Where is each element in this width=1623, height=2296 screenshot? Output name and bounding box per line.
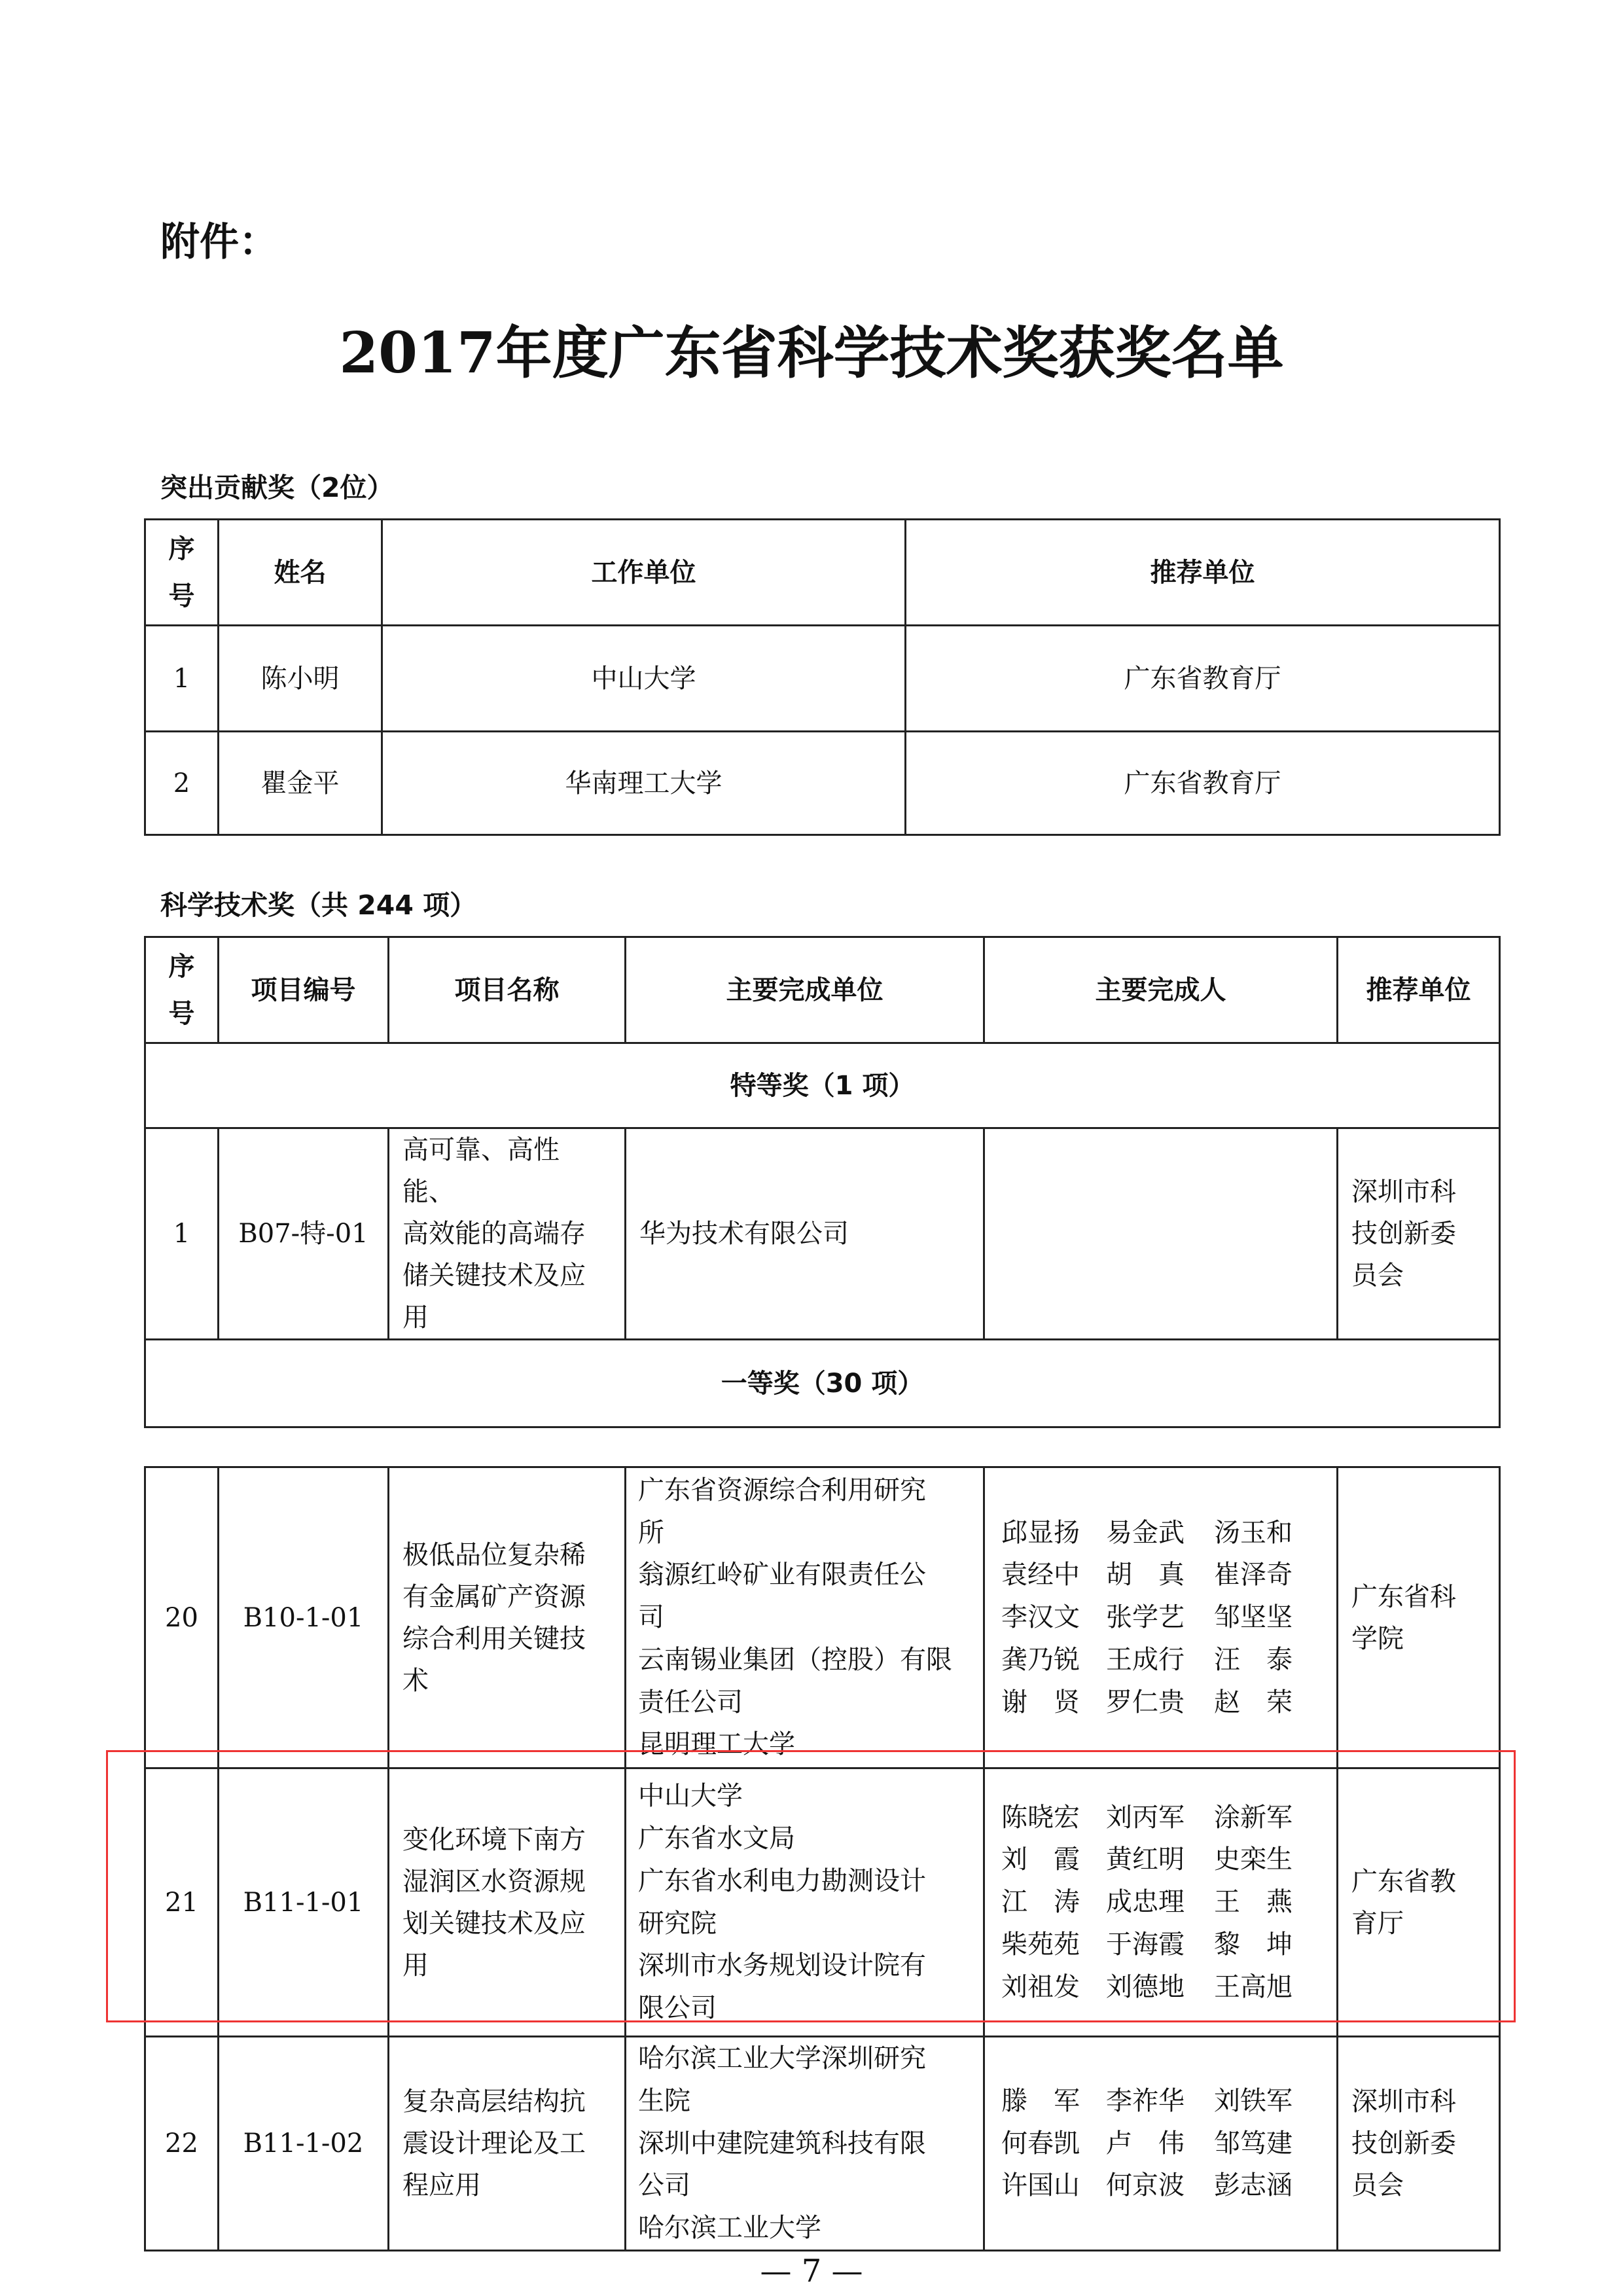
table-header-row <box>145 937 1500 1043</box>
person: 赵 荣 <box>1214 1687 1293 1717</box>
row-units: 中山大学 广东省水文局 广东省水利电力勘测设计 研究院 深圳市水务规划设计院有 限公司 <box>626 1768 984 2037</box>
col-header-project: 项目名称 <box>389 937 626 1043</box>
highlight-box-row-21 <box>106 1750 1516 2022</box>
row-project: 高可靠、高性能、 高效能的高端存 储关键技术及应 用 <box>389 1128 626 1340</box>
person: 成忠理 <box>1106 1887 1185 1918</box>
person: 罗仁贵 <box>1106 1687 1185 1717</box>
col-header-code: 项目编号 <box>219 937 389 1043</box>
row-people <box>984 2037 1338 2251</box>
table-row <box>145 732 1500 835</box>
col-header-unit: 工作单位 <box>382 520 906 626</box>
col-header-units: 主要完成单位 <box>626 937 984 1043</box>
person: 江 涛 <box>1001 1887 1080 1918</box>
row-unit: 华南理工大学 <box>382 732 906 835</box>
person: 王成行 <box>1106 1644 1185 1675</box>
row-project: 复杂高层结构抗 震设计理论及工 程应用 <box>389 2037 626 2251</box>
row-people <box>984 1128 1338 1340</box>
row-units: 哈尔滨工业大学深圳研究 生院 深圳中建院建筑科技有限 公司 哈尔滨工业大学 <box>626 2037 984 2251</box>
person: 谢 贤 <box>1001 1687 1080 1717</box>
row-no: 21 <box>145 1768 219 2037</box>
person: 滕 军 <box>1001 2085 1080 2116</box>
person: 刘祖发 <box>1001 1971 1080 2002</box>
row-no: 1 <box>145 626 219 732</box>
person: 袁经中 <box>1001 1560 1080 1590</box>
table-header-row <box>145 520 1500 626</box>
person: 崔泽奇 <box>1214 1560 1293 1590</box>
person: 刘 霞 <box>1001 1844 1080 1875</box>
person: 汤玉和 <box>1214 1517 1293 1548</box>
person: 王 燕 <box>1214 1887 1293 1918</box>
row-units: 华为技术有限公司 <box>626 1128 984 1340</box>
table-row <box>145 1467 1500 1768</box>
contribution-table <box>144 518 1501 836</box>
person: 张学艺 <box>1106 1602 1185 1633</box>
band-row <box>145 1043 1500 1128</box>
page-number: — 7 — <box>760 2253 863 2289</box>
row-recommender: 广东省教育厅 <box>906 732 1500 835</box>
person: 刘丙军 <box>1106 1802 1185 1833</box>
person: 卢 伟 <box>1106 2128 1185 2159</box>
person: 汪 泰 <box>1214 1644 1293 1675</box>
person: 易金武 <box>1106 1517 1185 1548</box>
person: 邹笃建 <box>1214 2128 1293 2159</box>
band-first: 一等奖（30 项） <box>145 1340 1500 1427</box>
band-row <box>145 1340 1500 1427</box>
row-recommender: 广东省教育厅 <box>906 626 1500 732</box>
row-name: 陈小明 <box>219 626 382 732</box>
person: 胡 真 <box>1106 1560 1185 1590</box>
row-project: 极低品位复杂稀 有金属矿产资源 综合利用关键技 术 <box>389 1467 626 1768</box>
person: 许国山 <box>1001 2170 1080 2201</box>
person: 彭志涵 <box>1214 2170 1293 2201</box>
table-row <box>145 2037 1500 2251</box>
row-code: B10-1-01 <box>219 1467 389 1768</box>
col-header-name: 姓名 <box>219 520 382 626</box>
row-code: B11-1-01 <box>219 1768 389 2037</box>
person: 刘德地 <box>1106 1971 1185 2002</box>
award-table-top <box>144 936 1501 1428</box>
person: 刘铁军 <box>1214 2085 1293 2116</box>
person: 黎 坤 <box>1214 1929 1293 1960</box>
person: 何春凯 <box>1001 2128 1080 2159</box>
section1-heading: 突出贡献奖（2位） <box>160 472 394 503</box>
row-name: 瞿金平 <box>219 732 382 835</box>
row-recommender: 广东省科 学院 <box>1338 1467 1500 1768</box>
table-row <box>145 626 1500 732</box>
person: 史栾生 <box>1214 1844 1293 1875</box>
col-header-no: 序号 <box>145 520 219 626</box>
table-row <box>145 1128 1500 1340</box>
row-unit: 中山大学 <box>382 626 906 732</box>
row-people <box>984 1467 1338 1768</box>
person: 柴苑苑 <box>1001 1929 1080 1960</box>
person: 邹坚坚 <box>1214 1602 1293 1633</box>
person: 陈晓宏 <box>1001 1802 1080 1833</box>
row-no: 20 <box>145 1467 219 1768</box>
col-header-recommender: 推荐单位 <box>906 520 1500 626</box>
person: 于海霞 <box>1106 1929 1185 1960</box>
band-special: 特等奖（1 项） <box>145 1043 1500 1128</box>
row-no: 1 <box>145 1128 219 1340</box>
row-recommender: 深圳市科 技创新委 员会 <box>1338 1128 1500 1340</box>
attachment-label: 附件： <box>160 219 278 265</box>
person: 王高旭 <box>1214 1971 1293 2002</box>
person: 邱显扬 <box>1001 1517 1080 1548</box>
person: 龚乃锐 <box>1001 1644 1080 1675</box>
row-units: 广东省资源综合利用研究 所 翁源红岭矿业有限责任公 司 云南锡业集团（控股）有限 责任公司 昆明理工大学 <box>626 1467 984 1768</box>
row-project: 变化环境下南方 湿润区水资源规 划关键技术及应 用 <box>389 1768 626 2037</box>
col-header-no: 序号 <box>145 937 219 1043</box>
row-code: B07-特-01 <box>219 1128 389 1340</box>
col-header-people: 主要完成人 <box>984 937 1338 1043</box>
person: 黄红明 <box>1106 1844 1185 1875</box>
person: 李祚华 <box>1106 2085 1185 2116</box>
person: 李汉文 <box>1001 1602 1080 1633</box>
col-header-recommender: 推荐单位 <box>1338 937 1500 1043</box>
person: 何京波 <box>1106 2170 1185 2201</box>
section2-heading: 科学技术奖（共 244 项） <box>160 889 477 921</box>
row-no: 22 <box>145 2037 219 2251</box>
row-code: B11-1-02 <box>219 2037 389 2251</box>
row-recommender: 深圳市科 技创新委 员会 <box>1338 2037 1500 2251</box>
page-title: 2017年度广东省科学技术奖获奖名单 <box>339 320 1284 386</box>
row-recommender: 广东省教 育厅 <box>1338 1768 1500 2037</box>
person: 涂新军 <box>1214 1802 1293 1833</box>
row-no: 2 <box>145 732 219 835</box>
